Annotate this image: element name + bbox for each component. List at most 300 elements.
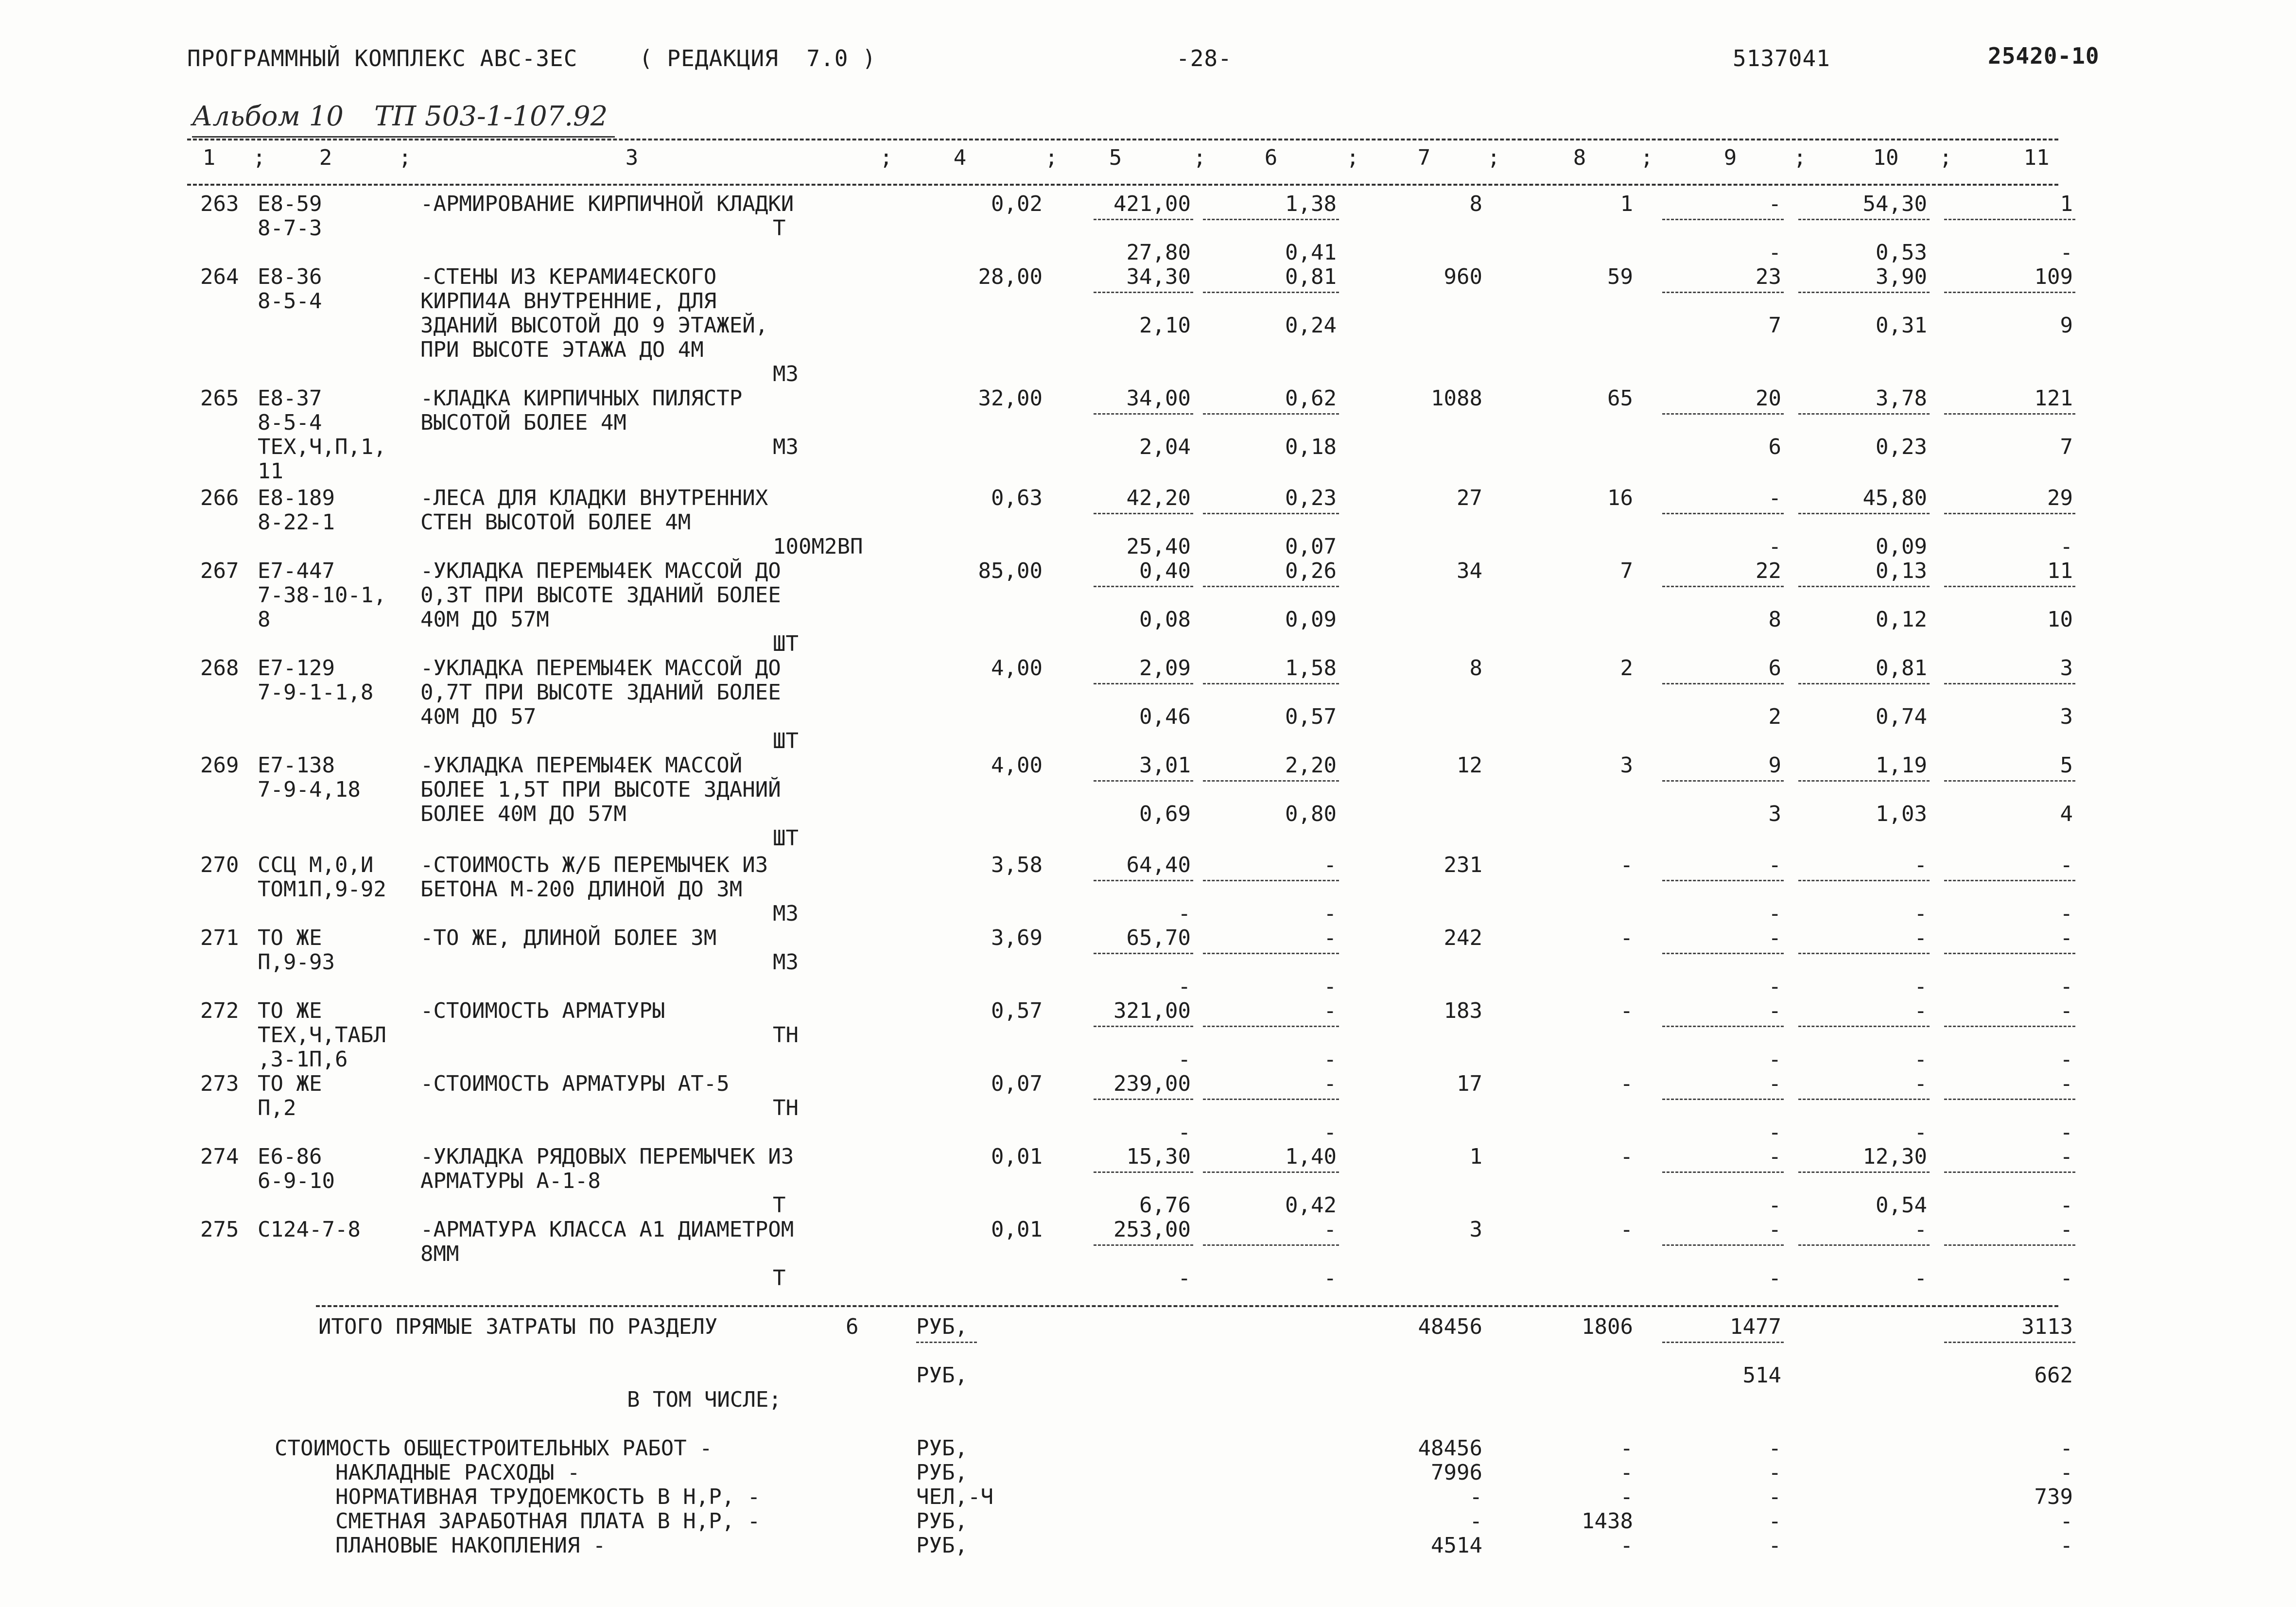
column-separator: ; <box>1640 145 1653 170</box>
unit-machine-cost: 2,20 <box>1285 753 1337 778</box>
summary-cost: 4514 <box>1431 1533 1482 1558</box>
total-cost: 3 <box>1469 1217 1482 1242</box>
summary-label: СМЕТНАЯ ЗАРАБОТНАЯ ПЛАТА В Н,Р, - <box>335 1509 761 1534</box>
summary-wages: 1438 <box>1582 1509 1633 1534</box>
norm-code: 7-38-10-1, <box>258 583 386 608</box>
column-separator: ; <box>399 145 412 170</box>
machine-total: - <box>1768 1144 1781 1169</box>
machine-total: - <box>1768 1071 1781 1096</box>
cell-divider <box>1944 292 2075 293</box>
unit-wage: - <box>1178 1266 1191 1291</box>
norm-code: Е8-59 <box>258 192 322 216</box>
quantity: 0,01 <box>991 1144 1043 1169</box>
cell-divider <box>1798 292 1930 293</box>
norm-code: ,3-1П,6 <box>258 1047 348 1072</box>
operator-labor-per-unit: 0,54 <box>1876 1193 1927 1218</box>
cell-divider <box>1798 1026 1930 1027</box>
work-description: АРМАТУРЫ А-1-8 <box>420 1169 601 1193</box>
norm-code: П,2 <box>258 1096 296 1120</box>
unit-cost: 64,40 <box>1126 853 1191 877</box>
work-description: БОЛЕЕ 1,5Т ПРИ ВЫСОТЕ ЗДАНИЙ <box>420 777 781 802</box>
operator-wage-total: 8 <box>1768 607 1781 632</box>
totals-operator-wage: 514 <box>1742 1363 1781 1388</box>
unit-machine-cost: 0,81 <box>1285 264 1337 289</box>
work-description: 8ММ <box>420 1241 459 1266</box>
unit-operator-wage: 0,18 <box>1285 435 1337 459</box>
machine-total: - <box>1768 853 1781 877</box>
cell-divider <box>1662 413 1784 415</box>
cell-divider <box>1203 292 1339 293</box>
quantity: 85,00 <box>978 559 1043 583</box>
operator-wage-total: - <box>1768 1120 1781 1145</box>
summary-wages: - <box>1620 1436 1633 1461</box>
cell-divider <box>1662 219 1784 220</box>
cell-divider <box>1944 586 2075 587</box>
unit-wage: - <box>1178 1047 1191 1072</box>
unit-of-measure: М3 <box>773 950 799 975</box>
totals-machine: 1477 <box>1730 1314 1781 1339</box>
column-separator: ; <box>1793 145 1807 170</box>
unit-operator-wage: 0,24 <box>1285 313 1337 338</box>
unit-cost: 65,70 <box>1126 926 1191 950</box>
total-cost: 17 <box>1457 1071 1482 1096</box>
totals-unit-secondary: РУБ, <box>916 1363 968 1388</box>
cell-divider <box>1944 1171 2075 1173</box>
summary-machine: - <box>1768 1533 1781 1558</box>
unit-of-measure: ШТ <box>773 631 799 656</box>
work-description: БОЛЕЕ 40М ДО 57М <box>420 802 626 826</box>
operator-labor-per-unit: 0,31 <box>1876 313 1927 338</box>
document-code: 5137041 <box>1733 45 1830 71</box>
unit-wage: 0,08 <box>1139 607 1191 632</box>
unit-cost: 239,00 <box>1113 1071 1191 1096</box>
summary-labor: - <box>2060 1436 2073 1461</box>
row-number: 265 <box>200 386 239 411</box>
cell-divider <box>1662 1244 1784 1246</box>
row-number: 271 <box>200 926 239 950</box>
work-description: -ЛЕСА ДЛЯ КЛАДКИ ВНУТРЕННИХ <box>420 486 768 510</box>
cell-divider <box>1094 1171 1193 1173</box>
cell-divider <box>1798 683 1930 684</box>
totals-section-number: 6 <box>846 1314 859 1339</box>
summary-cost: - <box>1469 1485 1482 1509</box>
summary-labor: - <box>2060 1533 2073 1558</box>
cell-divider <box>1203 953 1339 954</box>
operator-wage-total: - <box>1768 534 1781 559</box>
unit-machine-cost: - <box>1323 926 1337 950</box>
cell-divider <box>1203 219 1339 220</box>
unit-of-measure: ТН <box>773 1096 799 1120</box>
unit-wage: 25,40 <box>1126 534 1191 559</box>
operator-labor-per-unit: - <box>1914 1120 1927 1145</box>
summary-cost: 48456 <box>1418 1436 1482 1461</box>
summary-unit: ЧЕЛ,-Ч <box>916 1485 993 1509</box>
cell-divider <box>1798 1171 1930 1173</box>
unit-operator-wage: 0,57 <box>1285 704 1337 729</box>
row-number: 273 <box>200 1071 239 1096</box>
operator-labor-total: 3 <box>2060 704 2073 729</box>
total-cost: 1088 <box>1431 386 1482 411</box>
work-description: -СТОИМОСТЬ АРМАТУРЫ <box>420 998 665 1023</box>
unit-operator-wage: 0,41 <box>1285 240 1337 265</box>
totals-operator-labor: 662 <box>2034 1363 2073 1388</box>
table-top-border <box>187 139 2058 140</box>
summary-unit: РУБ, <box>916 1460 968 1485</box>
quantity: 4,00 <box>991 656 1043 681</box>
cell-divider <box>1798 1244 1930 1246</box>
page-number: -28- <box>1176 45 1232 71</box>
row-number: 270 <box>200 853 239 877</box>
total-cost: 27 <box>1457 486 1482 510</box>
summary-labor: 739 <box>2034 1485 2073 1509</box>
summary-cost: 7996 <box>1431 1460 1482 1485</box>
cell-divider <box>1798 513 1930 514</box>
cell-divider <box>1662 1099 1784 1100</box>
operator-labor-per-unit: - <box>1914 974 1927 999</box>
operator-wage-total: - <box>1768 1266 1781 1291</box>
quantity: 4,00 <box>991 753 1043 778</box>
norm-code: ТО ЖЕ <box>258 998 322 1023</box>
labor-total: - <box>2060 1071 2073 1096</box>
work-description: -УКЛАДКА ПЕРЕМЫ4ЕК МАССОЙ ДО <box>420 656 781 681</box>
total-cost: 960 <box>1444 264 1482 289</box>
unit-operator-wage: 0,07 <box>1285 534 1337 559</box>
cell-divider <box>1662 292 1784 293</box>
summary-machine: - <box>1768 1436 1781 1461</box>
cell-divider <box>1944 1342 2075 1343</box>
column-separator: ; <box>253 145 266 170</box>
machine-total: - <box>1768 1217 1781 1242</box>
cell-divider <box>916 1342 977 1343</box>
cell-divider <box>1944 1244 2075 1246</box>
norm-code: ТОМ1П,9-92 <box>258 877 386 902</box>
column-header-3: 3 <box>625 145 639 170</box>
cell-divider <box>1798 880 1930 881</box>
cell-divider <box>1662 586 1784 587</box>
operator-wage-total: 6 <box>1768 435 1781 459</box>
unit-cost: 0,40 <box>1139 559 1191 583</box>
unit-machine-cost: - <box>1323 853 1337 877</box>
cell-divider <box>1203 683 1339 684</box>
labor-total: 29 <box>2047 486 2073 510</box>
summary-unit: РУБ, <box>916 1509 968 1534</box>
totals-unit: РУБ, <box>916 1314 968 1339</box>
work-description: 40М ДО 57М <box>420 607 549 632</box>
work-description: -КЛАДКА КИРПИЧНЫХ ПИЛЯСТР <box>420 386 743 411</box>
column-separator: ; <box>1487 145 1500 170</box>
labor-per-unit: - <box>1914 998 1927 1023</box>
wages-total: 1 <box>1620 192 1633 216</box>
row-number: 266 <box>200 486 239 510</box>
wages-total: - <box>1620 1217 1633 1242</box>
norm-code: ТО ЖЕ <box>258 926 322 950</box>
cell-divider <box>1798 953 1930 954</box>
operator-wage-total: 7 <box>1768 313 1781 338</box>
unit-of-measure: ТН <box>773 1023 799 1048</box>
work-description: -АРМИРОВАНИЕ КИРПИЧНОЙ КЛАДКИ <box>420 192 794 216</box>
work-description: -УКЛАДКА РЯДОВЫХ ПЕРЕМЫЧЕК ИЗ <box>420 1144 794 1169</box>
work-description: ЗДАНИЙ ВЫСОТОЙ ДО 9 ЭТАЖЕЙ, <box>420 313 768 338</box>
machine-total: 22 <box>1756 559 1781 583</box>
column-separator: ; <box>1045 145 1058 170</box>
cell-divider <box>1944 1026 2075 1027</box>
labor-per-unit: 3,90 <box>1876 264 1927 289</box>
operator-labor-per-unit: - <box>1914 901 1927 926</box>
cell-divider <box>1203 1244 1339 1246</box>
operator-wage-total: 2 <box>1768 704 1781 729</box>
norm-code: ТО ЖЕ <box>258 1071 322 1096</box>
unit-machine-cost: - <box>1323 998 1337 1023</box>
work-description: 40М ДО 57 <box>420 704 537 729</box>
cell-divider <box>1094 1026 1193 1027</box>
project-label: ТП 503-1-107.92 <box>374 101 608 132</box>
cell-divider <box>1662 1342 1784 1343</box>
cell-divider <box>1094 1099 1193 1100</box>
unit-cost: 321,00 <box>1113 998 1191 1023</box>
work-description: ПРИ ВЫСОТЕ ЭТАЖА ДО 4М <box>420 337 704 362</box>
total-cost: 8 <box>1469 192 1482 216</box>
operator-labor-per-unit: 0,74 <box>1876 704 1927 729</box>
unit-operator-wage: 0,42 <box>1285 1193 1337 1218</box>
quantity: 0,07 <box>991 1071 1043 1096</box>
norm-code: Е7-138 <box>258 753 335 778</box>
wages-total: - <box>1620 1144 1633 1169</box>
norm-code: ТЕХ,Ч,ТАБЛ <box>258 1023 386 1048</box>
cell-divider <box>1203 1099 1339 1100</box>
summary-label: НАКЛАДНЫЕ РАСХОДЫ - <box>335 1460 580 1485</box>
edition-label: ( РЕДАКЦИЯ 7.0 ) <box>639 45 876 71</box>
unit-machine-cost: 1,40 <box>1285 1144 1337 1169</box>
operator-wage-total: - <box>1768 240 1781 265</box>
labor-total: 109 <box>2034 264 2073 289</box>
operator-labor-total: 10 <box>2047 607 2073 632</box>
labor-per-unit: 3,78 <box>1876 386 1927 411</box>
machine-total: - <box>1768 486 1781 510</box>
norm-code: Е8-37 <box>258 386 322 411</box>
unit-machine-cost: 0,23 <box>1285 486 1337 510</box>
unit-machine-cost: 0,62 <box>1285 386 1337 411</box>
unit-operator-wage: - <box>1323 1047 1337 1072</box>
column-header-11: 11 <box>2023 145 2050 170</box>
column-separator: ; <box>880 145 893 170</box>
work-description: БЕТОНА М-200 ДЛИНОЙ ДО 3М <box>420 877 743 902</box>
row-number: 263 <box>200 192 239 216</box>
labor-per-unit: 0,13 <box>1876 559 1927 583</box>
work-description: ВЫСОТОЙ БОЛЕЕ 4М <box>420 410 626 435</box>
norm-code: Е6-86 <box>258 1144 322 1169</box>
labor-per-unit: 45,80 <box>1862 486 1927 510</box>
labor-per-unit: 12,30 <box>1862 1144 1927 1169</box>
work-description: -СТОИМОСТЬ АРМАТУРЫ АТ-5 <box>420 1071 730 1096</box>
row-number: 269 <box>200 753 239 778</box>
unit-cost: 34,30 <box>1126 264 1191 289</box>
program-title: ПРОГРАММНЫЙ КОМПЛЕКС АВС-3ЕС <box>187 45 578 71</box>
cell-divider <box>1798 780 1930 782</box>
row-number: 264 <box>200 264 239 289</box>
work-description: -СТОИМОСТЬ Ж/Б ПЕРЕМЫЧЕК ИЗ <box>420 853 768 877</box>
labor-per-unit: - <box>1914 853 1927 877</box>
cell-divider <box>1094 880 1193 881</box>
cell-divider <box>1798 219 1930 220</box>
column-header-5: 5 <box>1109 145 1122 170</box>
unit-cost: 3,01 <box>1139 753 1191 778</box>
wages-total: 16 <box>1607 486 1633 510</box>
cell-divider <box>1203 880 1339 881</box>
operator-labor-per-unit: 0,23 <box>1876 435 1927 459</box>
unit-cost: 253,00 <box>1113 1217 1191 1242</box>
total-cost: 1 <box>1469 1144 1482 1169</box>
summary-label: ПЛАНОВЫЕ НАКОПЛЕНИЯ - <box>335 1533 606 1558</box>
cell-divider <box>1662 1026 1784 1027</box>
unit-machine-cost: 1,58 <box>1285 656 1337 681</box>
wages-total: - <box>1620 853 1633 877</box>
cell-divider <box>1944 880 2075 881</box>
total-cost: 231 <box>1444 853 1482 877</box>
cell-divider <box>1203 780 1339 782</box>
unit-operator-wage: - <box>1323 974 1337 999</box>
totals-border <box>316 1305 2058 1307</box>
wages-total: - <box>1620 1071 1633 1096</box>
unit-wage: - <box>1178 1120 1191 1145</box>
unit-of-measure: ШТ <box>773 826 799 851</box>
cell-divider <box>1798 413 1930 415</box>
column-header-4: 4 <box>953 145 967 170</box>
work-description: КИРПИ4А ВНУТРЕННИЕ, ДЛЯ <box>420 289 717 314</box>
column-header-6: 6 <box>1264 145 1278 170</box>
operator-labor-total: - <box>2060 1047 2073 1072</box>
labor-per-unit: - <box>1914 1071 1927 1096</box>
unit-operator-wage: - <box>1323 1266 1337 1291</box>
quantity: 0,63 <box>991 486 1043 510</box>
totals-labor: 3113 <box>2021 1314 2073 1339</box>
summary-unit: РУБ, <box>916 1436 968 1461</box>
column-header-border <box>187 184 2058 186</box>
cell-divider <box>1662 780 1784 782</box>
unit-wage: 0,46 <box>1139 704 1191 729</box>
unit-cost: 2,09 <box>1139 656 1191 681</box>
summary-label: СТОИМОСТЬ ОБЩЕСТРОИТЕЛЬНЫХ РАБОТ - <box>275 1436 713 1461</box>
work-description: -АРМАТУРА КЛАССА А1 ДИАМЕТРОМ <box>420 1217 794 1242</box>
unit-machine-cost: - <box>1323 1217 1337 1242</box>
labor-total: - <box>2060 853 2073 877</box>
cell-divider <box>1094 953 1193 954</box>
cell-divider <box>1944 683 2075 684</box>
handwriting-underline <box>192 136 615 138</box>
work-description: -УКЛАДКА ПЕРЕМЫ4ЕК МАССОЙ <box>420 753 743 778</box>
norm-code: Е8-36 <box>258 264 322 289</box>
summary-wages: - <box>1620 1533 1633 1558</box>
unit-operator-wage: - <box>1323 901 1337 926</box>
cell-divider <box>1944 953 2075 954</box>
wages-total: 2 <box>1620 656 1633 681</box>
cell-divider <box>1203 513 1339 514</box>
cell-divider <box>1944 780 2075 782</box>
operator-labor-total: - <box>2060 974 2073 999</box>
operator-labor-total: - <box>2060 1120 2073 1145</box>
labor-per-unit: - <box>1914 1217 1927 1242</box>
summary-wages: - <box>1620 1485 1633 1509</box>
unit-of-measure: М3 <box>773 435 799 459</box>
row-number: 267 <box>200 559 239 583</box>
unit-of-measure: Т <box>773 1266 786 1291</box>
unit-of-measure: М3 <box>773 901 799 926</box>
including-label: В ТОМ ЧИСЛЕ; <box>627 1387 782 1412</box>
norm-code: Е7-447 <box>258 559 335 583</box>
unit-cost: 421,00 <box>1113 192 1191 216</box>
unit-of-measure: Т <box>773 216 786 241</box>
labor-total: - <box>2060 998 2073 1023</box>
work-description: -УКЛАДКА ПЕРЕМЫ4ЕК МАССОЙ ДО <box>420 559 781 583</box>
norm-code: Е8-189 <box>258 486 335 510</box>
cell-divider <box>1662 880 1784 881</box>
summary-machine: - <box>1768 1485 1781 1509</box>
wages-total: 59 <box>1607 264 1633 289</box>
norm-code: С124-7-8 <box>258 1217 361 1242</box>
labor-total: 1 <box>2060 192 2073 216</box>
cell-divider <box>1094 292 1193 293</box>
column-separator: ; <box>1346 145 1359 170</box>
cell-divider <box>1203 586 1339 587</box>
operator-labor-total: - <box>2060 1193 2073 1218</box>
work-description: 0,7Т ПРИ ВЫСОТЕ ЗДАНИЙ БОЛЕЕ <box>420 680 781 705</box>
labor-total: 11 <box>2047 559 2073 583</box>
quantity: 0,57 <box>991 998 1043 1023</box>
summary-unit: РУБ, <box>916 1533 968 1558</box>
norm-code: 7-9-1-1,8 <box>258 680 374 705</box>
row-number: 272 <box>200 998 239 1023</box>
unit-operator-wage: 0,09 <box>1285 607 1337 632</box>
total-cost: 12 <box>1457 753 1482 778</box>
machine-total: - <box>1768 926 1781 950</box>
column-header-1: 1 <box>202 145 216 170</box>
operator-labor-total: - <box>2060 901 2073 926</box>
cell-divider <box>1094 683 1193 684</box>
wages-total: - <box>1620 998 1633 1023</box>
unit-of-measure: 100М2ВП <box>773 534 863 559</box>
unit-wage: 27,80 <box>1126 240 1191 265</box>
operator-labor-total: - <box>2060 1266 2073 1291</box>
cell-divider <box>1662 513 1784 514</box>
operator-labor-per-unit: - <box>1914 1266 1927 1291</box>
cell-divider <box>1203 413 1339 415</box>
machine-total: - <box>1768 998 1781 1023</box>
wages-total: 3 <box>1620 753 1633 778</box>
column-header-2: 2 <box>319 145 332 170</box>
unit-of-measure: ШТ <box>773 729 799 753</box>
cell-divider <box>1094 1244 1193 1246</box>
operator-wage-total: - <box>1768 901 1781 926</box>
row-number: 274 <box>200 1144 239 1169</box>
machine-total: 9 <box>1768 753 1781 778</box>
operator-labor-total: - <box>2060 534 2073 559</box>
cell-divider <box>1094 586 1193 587</box>
operator-labor-per-unit: 0,12 <box>1876 607 1927 632</box>
norm-code: 8-7-3 <box>258 216 322 241</box>
work-description: -СТЕНЫ ИЗ КЕРАМИ4ЕСКОГО <box>420 264 717 289</box>
labor-total: 5 <box>2060 753 2073 778</box>
work-description: -ТО ЖЕ, ДЛИНОЙ БОЛЕЕ 3М <box>420 926 717 950</box>
unit-wage: 2,04 <box>1139 435 1191 459</box>
cell-divider <box>1203 1026 1339 1027</box>
unit-machine-cost: 1,38 <box>1285 192 1337 216</box>
unit-wage: - <box>1178 901 1191 926</box>
labor-per-unit: 1,19 <box>1876 753 1927 778</box>
totals-label: ИТОГО ПРЯМЫЕ ЗАТРАТЫ ПО РАЗДЕЛУ <box>318 1314 718 1339</box>
cell-divider <box>1944 513 2075 514</box>
wages-total: - <box>1620 926 1633 950</box>
cell-divider <box>1662 683 1784 684</box>
operator-labor-per-unit: - <box>1914 1047 1927 1072</box>
